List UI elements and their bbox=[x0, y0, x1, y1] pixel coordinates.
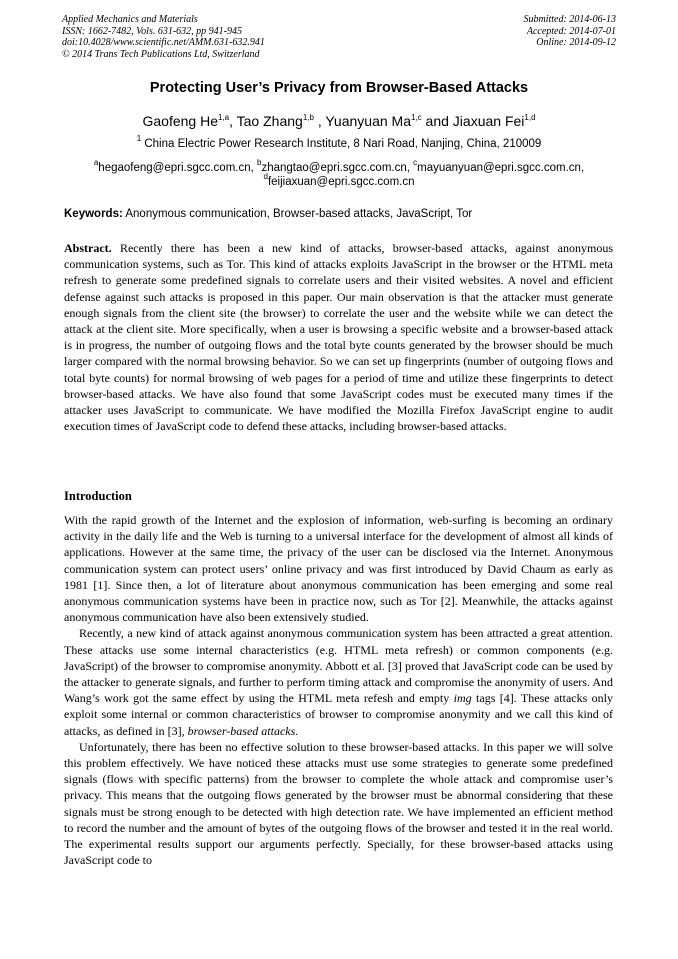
submitted-date: Submitted: 2014-06-13 bbox=[523, 14, 616, 25]
intro-paragraph-1: With the rapid growth of the Internet and the explosion of information, web-surfing is becoming an ordinary activity in the daily life and the Web is turning to a universal interface for the development of almost all kinds of applications. However at the same time, the privacy of the user can be disclosed via the Internet. Anonymous communication system can protect users’ online privacy and was first introduced by David Chaum as early as 1981 [1]. Since then, a lot of literature about anonymous communication has been emerging and some real anonymous communication systems have been in practice now, such as Tor [2]. Meanwhile, the attacks against anonymous communication have also been extensively studied. bbox=[64, 513, 613, 625]
accepted-date: Accepted: 2014-07-01 bbox=[526, 25, 616, 37]
author-list bbox=[0, 113, 678, 129]
affiliation bbox=[0, 134, 678, 150]
section-heading-introduction: Introduction bbox=[64, 489, 132, 503]
abstract bbox=[64, 240, 613, 434]
intro-text: . bbox=[295, 723, 299, 738]
author-name: Gaofeng He bbox=[142, 113, 218, 129]
browser-based-attacks-term: browser-based attacks bbox=[187, 723, 296, 738]
author-name: Tao Zhang bbox=[236, 113, 303, 129]
journal-issn: ISSN: 1662-7482, Vols. 631-632, pp 941-945 bbox=[62, 25, 242, 37]
email-address: hegaofeng@epri.sgcc.com.cn, bbox=[98, 162, 258, 174]
intro-text: Recently, a new kind of attack against anonymous communication system has been attracted a great attention. These attacks use some internal characteristics (e.g. HTML meta refresh) or common components (e.g. JavaScript) of the browser to compromise anonymity. Abbott et al. [3] proved that JavaScript code can be used by the attacker to generate signals, and further to perform timing attack and compromise the anonymity of users. And Wang’s work got the same effect by using the HTML meta refesh and empty bbox=[64, 626, 613, 706]
intro-text: tags [4]. These attacks only exploit some internal or common characteristics of browser to compromise anonymity and we call this kind of attacks, as defined in [3], bbox=[64, 691, 613, 738]
affiliation-mark: 1 bbox=[136, 134, 142, 143]
journal-doi: doi:10.4028/www.scientific.net/AMM.631-632.941 bbox=[62, 37, 265, 48]
keywords bbox=[64, 208, 616, 220]
author-affiliation-mark: 1,d bbox=[524, 113, 536, 122]
email-mark: a bbox=[93, 158, 99, 167]
author-separator: , bbox=[313, 113, 326, 129]
author-affiliation-mark: 1,a bbox=[217, 113, 230, 122]
author-name: Yuanyuan Ma bbox=[325, 113, 411, 129]
email-line bbox=[0, 172, 678, 189]
keywords-label: Keywords: bbox=[64, 208, 123, 220]
abstract-label: Abstract. bbox=[64, 241, 112, 255]
email-mark: c bbox=[413, 158, 418, 167]
author-separator: , bbox=[229, 113, 237, 129]
abstract-paragraph bbox=[64, 240, 613, 434]
email-address: feijiaxuan@epri.sgcc.com.cn bbox=[267, 176, 415, 188]
journal-header-left bbox=[62, 14, 265, 60]
online-date: Online: 2014-09-12 bbox=[536, 37, 616, 48]
email-address: mayuanyuan@epri.sgcc.com.cn, bbox=[417, 162, 585, 174]
journal-copyright: © 2014 Trans Tech Publications Ltd, Switzerland bbox=[62, 48, 260, 60]
introduction-body bbox=[64, 512, 613, 868]
email-line bbox=[0, 158, 678, 175]
affiliation-text: China Electric Power Research Institute, 8 Nari Road, Nanjing, China, 210009 bbox=[144, 138, 542, 150]
author-affiliation-mark: 1,c bbox=[410, 113, 422, 122]
email-mark: b bbox=[257, 158, 262, 167]
author-name: Jiaxuan Fei bbox=[452, 113, 525, 129]
author-separator: and bbox=[421, 113, 453, 129]
intro-paragraph-2 bbox=[64, 625, 613, 738]
author-emails bbox=[0, 158, 678, 189]
email-mark: d bbox=[263, 172, 268, 181]
email-address: zhangtao@epri.sgcc.com.cn, bbox=[261, 162, 414, 174]
img-tag-term: img bbox=[453, 691, 472, 706]
abstract-text: Recently there has been a new kind of attacks, browser-based attacks, against anonymous communication systems, such as Tor. This kind of attacks exploits JavaScript in the browser or the HTML meta refresh to generate some predefined signals to correlate users and their visited websites. A novel and efficient defense against such attacks is proposed in this paper. Our main observation is that the attacker must generate enough signals from the client site (the browser) to correlate the user and the website while we can detect the attack at the client site. More specifically, when a user is browsing a specific website and a browser-based attack is in progress, the number of outgoing flows and the total byte counts generated by the browser should be much larger compared with the normal browsing behavior. So we can set up fingerprints (number of outgoing flows and total byte counts) for normal browsing of web pages for a period of time and utilize these fingerprints to detect browser-based attacks. We have also found that some JavaScript codes must be executed many times if the attacker uses JavaScript to communicate. We have modified the Mozilla Firefox JavaScript engine to audit execution times of JavaScript code to defend these attacks, including browser-based attacks. bbox=[64, 241, 614, 434]
keywords-text: Anonymous communication, Browser-based attacks, JavaScript, Tor bbox=[125, 208, 473, 220]
author-affiliation-mark: 1,b bbox=[302, 113, 314, 122]
paper-title: Protecting User’s Privacy from Browser-Based Attacks bbox=[149, 80, 529, 96]
intro-paragraph-3: Unfortunately, there has been no effective solution to these browser-based attacks. In this paper we will solve this problem effectively. We have noticed these attacks must use some strategies to generate some predefined signals (flows with specific patterns) from the browser to complete the whole attack and compromise user’s privacy. This means that the outgoing flows generated by the browser must be abnormal considering that these signals must be strong enough to be detected with high detection rate. We have implemented an efficient method to record the number and the amount of bytes of the outgoing flows of the browser and tested it in the real world. The experimental results support our arguments perfectly. Specially, for these browser-based attacks using JavaScript code to bbox=[64, 739, 613, 868]
journal-name: Applied Mechanics and Materials bbox=[62, 14, 198, 25]
journal-header-right bbox=[524, 14, 617, 49]
